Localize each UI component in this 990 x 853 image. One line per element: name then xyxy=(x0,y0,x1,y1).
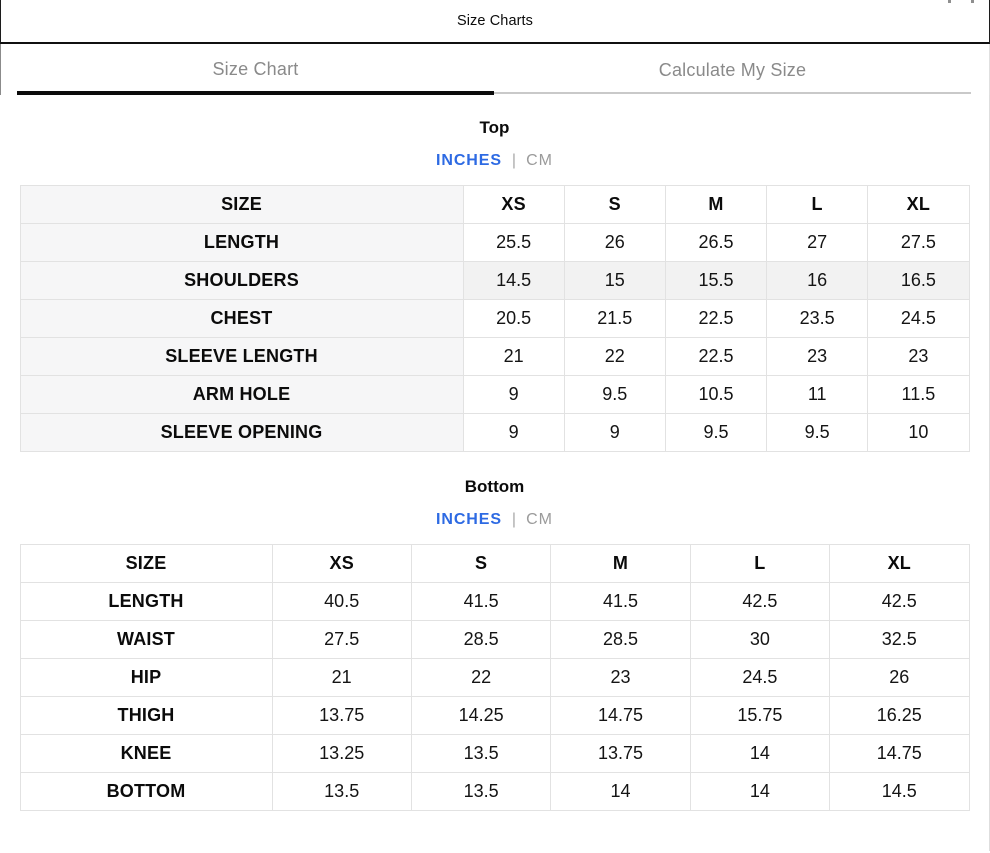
modal-title: Size Charts xyxy=(456,13,534,29)
measurement-value-cell: 14.75 xyxy=(551,697,690,735)
measurement-value-cell: 13.75 xyxy=(551,735,690,773)
bottom-section xyxy=(0,452,989,811)
measurement-value-cell: 27 xyxy=(767,224,868,262)
tab-calculate-my-size-label: Calculate My Size xyxy=(658,60,807,80)
size-header-cell: SIZE xyxy=(20,186,463,224)
measurement-value-cell: 42.5 xyxy=(690,583,829,621)
table-row xyxy=(20,262,969,300)
measurement-value-cell: 15 xyxy=(564,262,665,300)
measurement-value-cell: 9.5 xyxy=(564,376,665,414)
measurement-value-cell: 15.5 xyxy=(665,262,766,300)
measurement-value-cell: 14.25 xyxy=(411,697,550,735)
measurement-value-cell: 9 xyxy=(564,414,665,452)
measurement-value-cell: 15.75 xyxy=(690,697,829,735)
size-column-header: XL xyxy=(868,186,969,224)
bottom-size-table xyxy=(20,544,970,811)
size-column-header: M xyxy=(665,186,766,224)
measurement-value-cell: 11.5 xyxy=(868,376,969,414)
measurement-value-cell: 13.5 xyxy=(411,773,550,811)
top-size-table xyxy=(20,185,970,452)
table-row xyxy=(20,621,969,659)
inactive-tab-underline xyxy=(494,92,971,94)
measurement-value-cell: 11 xyxy=(767,376,868,414)
measurement-value-cell: 22.5 xyxy=(665,338,766,376)
measurement-value-cell: 24.5 xyxy=(690,659,829,697)
measurement-value-cell: 21 xyxy=(272,659,411,697)
unit-separator: | xyxy=(511,152,517,169)
measurement-value-cell: 9.5 xyxy=(767,414,868,452)
table-row xyxy=(20,338,969,376)
section-title-top: Top xyxy=(479,118,510,137)
measurement-label-cell: KNEE xyxy=(20,735,272,773)
measurement-value-cell: 26 xyxy=(830,659,969,697)
measurement-label-cell: WAIST xyxy=(20,621,272,659)
measurement-value-cell: 13.5 xyxy=(272,773,411,811)
tab-size-chart[interactable] xyxy=(17,44,494,95)
measurement-value-cell: 16.25 xyxy=(830,697,969,735)
measurement-value-cell: 27.5 xyxy=(868,224,969,262)
measurement-value-cell: 21 xyxy=(463,338,564,376)
measurement-value-cell: 20.5 xyxy=(463,300,564,338)
table-row xyxy=(20,376,969,414)
tab-calculate-my-size[interactable] xyxy=(494,44,971,95)
tab-size-chart-label: Size Chart xyxy=(212,59,299,79)
measurement-value-cell: 26 xyxy=(564,224,665,262)
tab-bar xyxy=(0,44,990,95)
measurement-value-cell: 10 xyxy=(868,414,969,452)
measurement-label-cell: ARM HOLE xyxy=(20,376,463,414)
measurement-label-cell: SLEEVE LENGTH xyxy=(20,338,463,376)
measurement-label-cell: BOTTOM xyxy=(20,773,272,811)
table-row xyxy=(20,300,969,338)
measurement-label-cell: THIGH xyxy=(20,697,272,735)
measurement-value-cell: 23.5 xyxy=(767,300,868,338)
size-chart-panel xyxy=(0,95,990,851)
measurement-label-cell: CHEST xyxy=(20,300,463,338)
table-row xyxy=(20,224,969,262)
unit-toggle-bottom xyxy=(0,511,989,529)
measurement-value-cell: 16.5 xyxy=(868,262,969,300)
measurement-label-cell: SLEEVE OPENING xyxy=(20,414,463,452)
measurement-value-cell: 9 xyxy=(463,414,564,452)
size-column-header: XS xyxy=(272,545,411,583)
modal-header xyxy=(0,0,990,44)
size-column-header: XL xyxy=(830,545,969,583)
measurement-value-cell: 21.5 xyxy=(564,300,665,338)
measurement-value-cell: 14 xyxy=(690,773,829,811)
size-column-header: XS xyxy=(463,186,564,224)
measurement-value-cell: 30 xyxy=(690,621,829,659)
measurement-value-cell: 9 xyxy=(463,376,564,414)
measurement-value-cell: 27.5 xyxy=(272,621,411,659)
table-header-row xyxy=(20,545,969,583)
measurement-value-cell: 14.5 xyxy=(463,262,564,300)
measurement-value-cell: 40.5 xyxy=(272,583,411,621)
measurement-value-cell: 14.5 xyxy=(830,773,969,811)
cm-toggle[interactable]: CM xyxy=(526,511,553,528)
measurement-value-cell: 13.5 xyxy=(411,735,550,773)
table-row xyxy=(20,697,969,735)
measurement-value-cell: 42.5 xyxy=(830,583,969,621)
size-column-header: L xyxy=(767,186,868,224)
measurement-value-cell: 23 xyxy=(868,338,969,376)
close-icon[interactable] xyxy=(947,0,975,4)
measurement-value-cell: 10.5 xyxy=(665,376,766,414)
measurement-value-cell: 24.5 xyxy=(868,300,969,338)
table-header-row xyxy=(20,186,969,224)
section-title-bottom: Bottom xyxy=(464,477,525,496)
top-section xyxy=(0,95,989,452)
size-header-cell: SIZE xyxy=(20,545,272,583)
measurement-value-cell: 22 xyxy=(411,659,550,697)
measurement-value-cell: 28.5 xyxy=(551,621,690,659)
cm-toggle[interactable]: CM xyxy=(526,152,553,169)
size-column-header: L xyxy=(690,545,829,583)
measurement-value-cell: 23 xyxy=(767,338,868,376)
measurement-value-cell: 22.5 xyxy=(665,300,766,338)
measurement-value-cell: 13.25 xyxy=(272,735,411,773)
measurement-label-cell: LENGTH xyxy=(20,583,272,621)
inches-toggle[interactable]: INCHES xyxy=(436,152,502,169)
measurement-value-cell: 14 xyxy=(551,773,690,811)
measurement-value-cell: 23 xyxy=(551,659,690,697)
table-row xyxy=(20,414,969,452)
measurement-value-cell: 28.5 xyxy=(411,621,550,659)
unit-toggle-top xyxy=(0,152,989,170)
measurement-value-cell: 16 xyxy=(767,262,868,300)
inches-toggle[interactable]: INCHES xyxy=(436,511,502,528)
table-row xyxy=(20,583,969,621)
measurement-value-cell: 14 xyxy=(690,735,829,773)
measurement-value-cell: 26.5 xyxy=(665,224,766,262)
size-column-header: S xyxy=(564,186,665,224)
size-column-header: M xyxy=(551,545,690,583)
table-row xyxy=(20,773,969,811)
measurement-label-cell: HIP xyxy=(20,659,272,697)
table-row xyxy=(20,735,969,773)
measurement-label-cell: SHOULDERS xyxy=(20,262,463,300)
measurement-value-cell: 13.75 xyxy=(272,697,411,735)
measurement-value-cell: 22 xyxy=(564,338,665,376)
measurement-value-cell: 9.5 xyxy=(665,414,766,452)
measurement-label-cell: LENGTH xyxy=(20,224,463,262)
measurement-value-cell: 41.5 xyxy=(411,583,550,621)
unit-separator: | xyxy=(511,511,517,528)
size-column-header: S xyxy=(411,545,550,583)
measurement-value-cell: 41.5 xyxy=(551,583,690,621)
measurement-value-cell: 25.5 xyxy=(463,224,564,262)
table-row xyxy=(20,659,969,697)
measurement-value-cell: 14.75 xyxy=(830,735,969,773)
measurement-value-cell: 32.5 xyxy=(830,621,969,659)
